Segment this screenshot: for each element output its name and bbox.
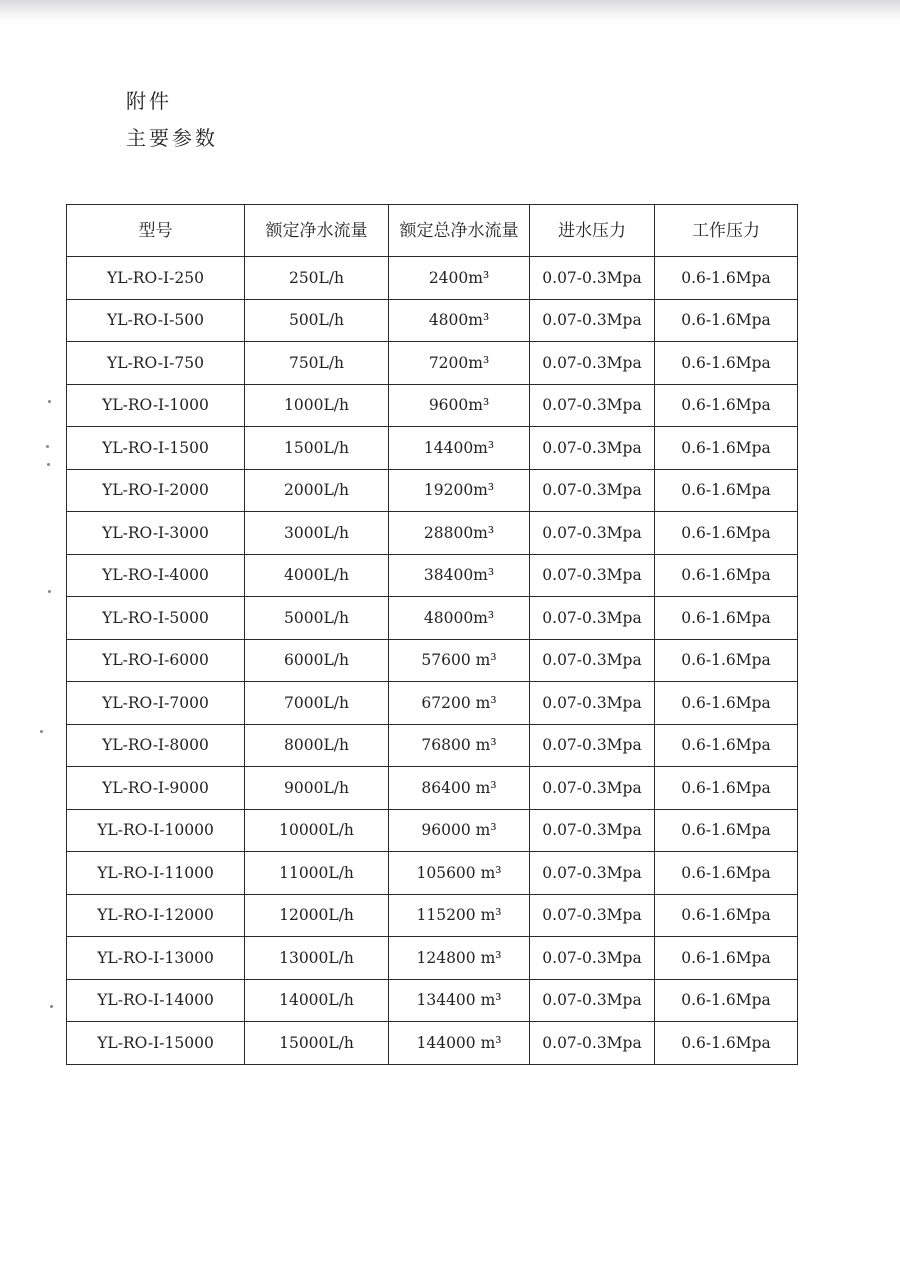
cell-inlet-pressure: 0.07-0.3Mpa <box>530 767 655 810</box>
cell-model: YL-RO-I-10000 <box>67 809 245 852</box>
cell-working-pressure: 0.6-1.6Mpa <box>655 469 798 512</box>
table-row <box>67 979 798 1022</box>
cell-total-flow: 57600 m³ <box>389 639 530 682</box>
cell-inlet-pressure: 0.07-0.3Mpa <box>530 852 655 895</box>
cell-working-pressure: 0.6-1.6Mpa <box>655 937 798 980</box>
cell-working-pressure: 0.6-1.6Mpa <box>655 682 798 725</box>
cell-rated-flow: 7000L/h <box>245 682 389 725</box>
table-row <box>67 512 798 555</box>
cell-working-pressure: 0.6-1.6Mpa <box>655 1022 798 1065</box>
header-total-flow: 额定总净水流量 <box>389 205 530 257</box>
cell-rated-flow: 3000L/h <box>245 512 389 555</box>
cell-inlet-pressure: 0.07-0.3Mpa <box>530 554 655 597</box>
cell-inlet-pressure: 0.07-0.3Mpa <box>530 682 655 725</box>
cell-total-flow: 4800m³ <box>389 299 530 342</box>
cell-total-flow: 76800 m³ <box>389 724 530 767</box>
cell-working-pressure: 0.6-1.6Mpa <box>655 979 798 1022</box>
scan-speck <box>47 463 50 466</box>
scan-shadow <box>0 0 900 22</box>
table-row <box>67 724 798 767</box>
cell-total-flow: 115200 m³ <box>389 894 530 937</box>
section-title: 主要参数 <box>126 126 218 150</box>
cell-model: YL-RO-I-7000 <box>67 682 245 725</box>
table-row <box>67 852 798 895</box>
table-row <box>67 342 798 385</box>
cell-total-flow: 7200m³ <box>389 342 530 385</box>
cell-inlet-pressure: 0.07-0.3Mpa <box>530 724 655 767</box>
table-row <box>67 257 798 300</box>
cell-rated-flow: 15000L/h <box>245 1022 389 1065</box>
cell-working-pressure: 0.6-1.6Mpa <box>655 724 798 767</box>
cell-rated-flow: 5000L/h <box>245 597 389 640</box>
scan-speck <box>48 400 51 403</box>
scan-speck <box>46 445 49 448</box>
table-row <box>67 809 798 852</box>
table-body <box>67 257 798 1065</box>
cell-working-pressure: 0.6-1.6Mpa <box>655 342 798 385</box>
cell-inlet-pressure: 0.07-0.3Mpa <box>530 809 655 852</box>
table-row <box>67 469 798 512</box>
cell-model: YL-RO-I-11000 <box>67 852 245 895</box>
cell-model: YL-RO-I-2000 <box>67 469 245 512</box>
cell-total-flow: 124800 m³ <box>389 937 530 980</box>
cell-total-flow: 86400 m³ <box>389 767 530 810</box>
table-row <box>67 299 798 342</box>
cell-working-pressure: 0.6-1.6Mpa <box>655 554 798 597</box>
table-row <box>67 554 798 597</box>
cell-inlet-pressure: 0.07-0.3Mpa <box>530 427 655 470</box>
cell-model: YL-RO-I-500 <box>67 299 245 342</box>
cell-rated-flow: 1500L/h <box>245 427 389 470</box>
table-row <box>67 937 798 980</box>
cell-working-pressure: 0.6-1.6Mpa <box>655 257 798 300</box>
cell-inlet-pressure: 0.07-0.3Mpa <box>530 512 655 555</box>
header-rated-flow: 额定净水流量 <box>245 205 389 257</box>
cell-model: YL-RO-I-1000 <box>67 384 245 427</box>
cell-total-flow: 105600 m³ <box>389 852 530 895</box>
cell-total-flow: 134400 m³ <box>389 979 530 1022</box>
cell-total-flow: 38400m³ <box>389 554 530 597</box>
cell-working-pressure: 0.6-1.6Mpa <box>655 767 798 810</box>
scan-speck <box>50 1005 53 1008</box>
cell-inlet-pressure: 0.07-0.3Mpa <box>530 1022 655 1065</box>
cell-rated-flow: 10000L/h <box>245 809 389 852</box>
cell-rated-flow: 750L/h <box>245 342 389 385</box>
cell-total-flow: 9600m³ <box>389 384 530 427</box>
cell-inlet-pressure: 0.07-0.3Mpa <box>530 384 655 427</box>
scan-speck <box>40 730 43 733</box>
cell-working-pressure: 0.6-1.6Mpa <box>655 894 798 937</box>
header-inlet-pressure: 进水压力 <box>530 205 655 257</box>
cell-model: YL-RO-I-15000 <box>67 1022 245 1065</box>
cell-inlet-pressure: 0.07-0.3Mpa <box>530 257 655 300</box>
cell-total-flow: 19200m³ <box>389 469 530 512</box>
cell-model: YL-RO-I-13000 <box>67 937 245 980</box>
attachment-label: 附件 <box>126 89 172 113</box>
table-row <box>67 767 798 810</box>
cell-inlet-pressure: 0.07-0.3Mpa <box>530 299 655 342</box>
cell-model: YL-RO-I-8000 <box>67 724 245 767</box>
parameters-table <box>66 204 798 1065</box>
cell-working-pressure: 0.6-1.6Mpa <box>655 384 798 427</box>
scan-speck <box>48 590 51 593</box>
cell-model: YL-RO-I-750 <box>67 342 245 385</box>
cell-rated-flow: 4000L/h <box>245 554 389 597</box>
cell-working-pressure: 0.6-1.6Mpa <box>655 639 798 682</box>
cell-model: YL-RO-I-12000 <box>67 894 245 937</box>
cell-rated-flow: 250L/h <box>245 257 389 300</box>
cell-rated-flow: 9000L/h <box>245 767 389 810</box>
cell-working-pressure: 0.6-1.6Mpa <box>655 597 798 640</box>
header-working-pressure: 工作压力 <box>655 205 798 257</box>
cell-model: YL-RO-I-3000 <box>67 512 245 555</box>
cell-model: YL-RO-I-9000 <box>67 767 245 810</box>
table-row <box>67 597 798 640</box>
cell-working-pressure: 0.6-1.6Mpa <box>655 809 798 852</box>
cell-rated-flow: 14000L/h <box>245 979 389 1022</box>
cell-inlet-pressure: 0.07-0.3Mpa <box>530 894 655 937</box>
cell-total-flow: 28800m³ <box>389 512 530 555</box>
cell-inlet-pressure: 0.07-0.3Mpa <box>530 469 655 512</box>
cell-rated-flow: 6000L/h <box>245 639 389 682</box>
cell-inlet-pressure: 0.07-0.3Mpa <box>530 937 655 980</box>
cell-total-flow: 14400m³ <box>389 427 530 470</box>
cell-total-flow: 96000 m³ <box>389 809 530 852</box>
cell-model: YL-RO-I-6000 <box>67 639 245 682</box>
table-row <box>67 639 798 682</box>
cell-inlet-pressure: 0.07-0.3Mpa <box>530 979 655 1022</box>
cell-rated-flow: 13000L/h <box>245 937 389 980</box>
cell-rated-flow: 8000L/h <box>245 724 389 767</box>
table-header-row <box>67 205 798 257</box>
cell-model: YL-RO-I-5000 <box>67 597 245 640</box>
cell-rated-flow: 500L/h <box>245 299 389 342</box>
cell-rated-flow: 1000L/h <box>245 384 389 427</box>
cell-total-flow: 2400m³ <box>389 257 530 300</box>
cell-model: YL-RO-I-250 <box>67 257 245 300</box>
cell-model: YL-RO-I-1500 <box>67 427 245 470</box>
cell-inlet-pressure: 0.07-0.3Mpa <box>530 597 655 640</box>
table-row <box>67 427 798 470</box>
cell-model: YL-RO-I-14000 <box>67 979 245 1022</box>
table-row <box>67 682 798 725</box>
cell-working-pressure: 0.6-1.6Mpa <box>655 852 798 895</box>
cell-inlet-pressure: 0.07-0.3Mpa <box>530 639 655 682</box>
cell-working-pressure: 0.6-1.6Mpa <box>655 427 798 470</box>
cell-total-flow: 144000 m³ <box>389 1022 530 1065</box>
header-model: 型号 <box>67 205 245 257</box>
cell-total-flow: 48000m³ <box>389 597 530 640</box>
table-row <box>67 384 798 427</box>
cell-rated-flow: 2000L/h <box>245 469 389 512</box>
cell-model: YL-RO-I-4000 <box>67 554 245 597</box>
cell-inlet-pressure: 0.07-0.3Mpa <box>530 342 655 385</box>
cell-working-pressure: 0.6-1.6Mpa <box>655 299 798 342</box>
table-row <box>67 894 798 937</box>
cell-total-flow: 67200 m³ <box>389 682 530 725</box>
cell-rated-flow: 12000L/h <box>245 894 389 937</box>
table-row <box>67 1022 798 1065</box>
cell-working-pressure: 0.6-1.6Mpa <box>655 512 798 555</box>
cell-rated-flow: 11000L/h <box>245 852 389 895</box>
